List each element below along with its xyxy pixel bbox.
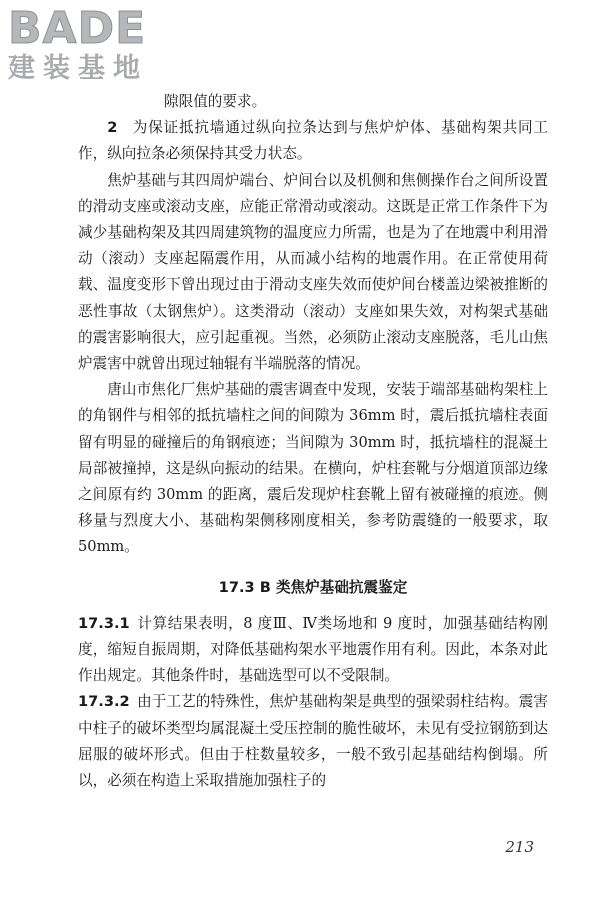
page-text [78,89,548,794]
paragraph-number: 2 [107,119,118,137]
paragraph-4: 唐山市焦化厂焦炉基础的震害调查中发现，安装于端部基础构架柱上的角钢件与相邻的抵抗墙柱之间的间隙为 36mm 时，震后抵抗墙柱表面留有明显的碰撞后的角钢痕迹；当间隙为 30mm 时，抵抗墙柱的混凝土局部被撞掉，这是纵向振动的结果。在横向，炉柱套靴与分烟道顶部边缘之间原有约 30mm 的距离，震后发现炉柱套靴上留有被碰撞的痕迹。侧移量与烈度大小、基础构架侧移刚度相关，参考防震缝的一般要求，取 50mm。 [78,381,548,556]
continuation-text: 隙限值的要求。 [164,93,267,110]
clause-text: 由于工艺的特殊性，焦炉基础构架是典型的强梁弱柱结构。震害中柱子的破坏类型均属混凝土受压控制的脆性破坏，未见有受拉钢筋到达屈服的破坏形式。但由于柱数量较多，一般不致引起基础结构倒塌。所以，必须在构造上采取措施加强柱子的 [78,693,548,790]
clause-number: 17.3.2 [78,693,130,711]
paragraph-2 [78,115,548,167]
clause-text: 计算结果表明，8 度Ⅲ、Ⅳ类场地和 9 度时，加强基础结构刚度，缩短自振周期，对降低基础构架水平地震作用有利。因此，本条对此作出规定。其他条件时，基础选型可以不受限制。 [78,614,548,685]
paragraph-2-text: 为保证抵抗墙通过纵向拉条达到与焦炉炉体、基础构架共同工作，纵向拉条必须保持其受力状态。 [78,119,548,163]
logo-mark: BADE [8,3,147,54]
clause-number: 17.3.1 [78,614,130,632]
paragraph-3: 焦炉基础与其四周炉端台、炉间台以及机侧和焦侧操作台之间所设置的滑动支座或滚动支座，应能正常滑动或滚动。这既是正常工作条件下为减少基础构架及其四周建筑物的温度应力所需，也是为了在地震中利用滑动（滚动）支座起隔震作用，从而减小结构的地震作用。在正常使用荷载、温度变形下曾出现过由于滑动支座失效而使炉间台楼盖边梁被推断的恶性事故（太钢焦炉）。这类滑动（滚动）支座如果失效，对构架式基础的震害影响很大，应引起重视。当然，必须防止滚动支座脱落，毛儿山焦炉震害中就曾出现过轴辊有半端脱落的情况。 [78,171,548,373]
logo [8,3,178,84]
logo-subtitle: 建装基地 [8,53,148,84]
section-heading: 17.3 B 类焦炉基础抗震鉴定 [218,578,408,596]
page-number: 213 [505,838,534,856]
clause-17-3-2 [78,689,548,794]
clause-17-3-1 [78,611,548,690]
